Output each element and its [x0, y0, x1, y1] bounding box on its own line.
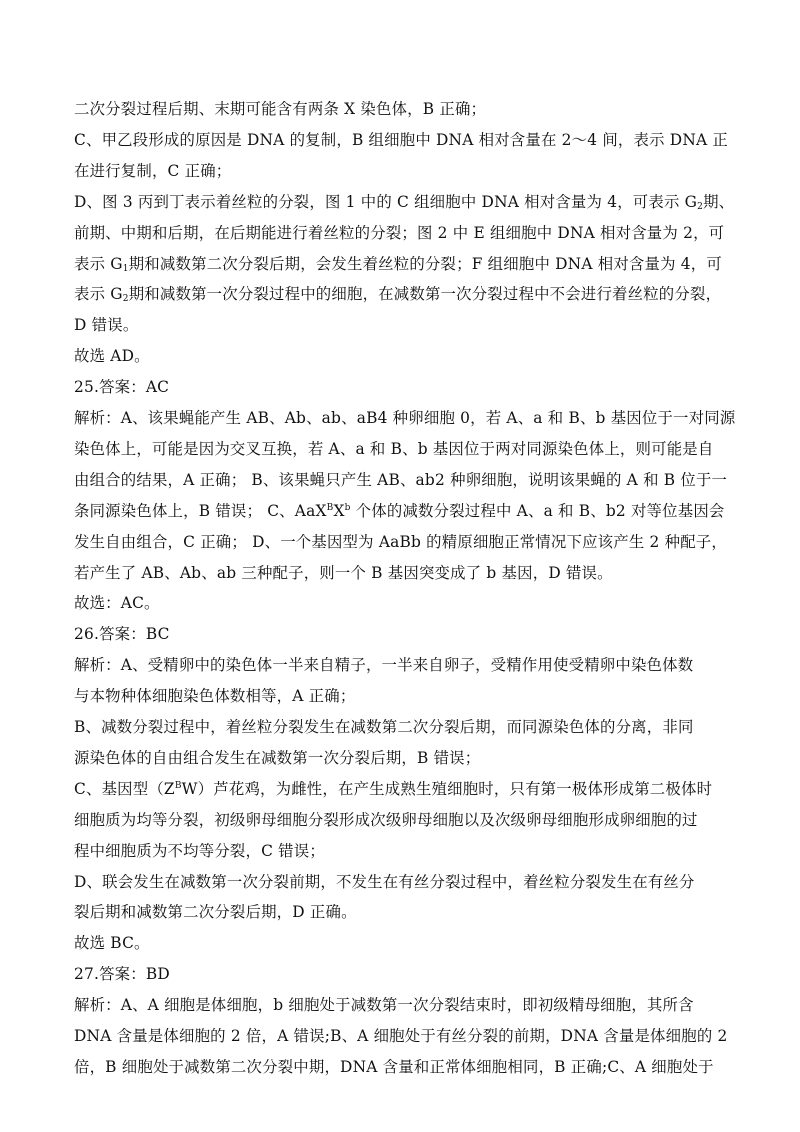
- text-line: [74, 748, 734, 768]
- text-line: [74, 315, 734, 335]
- text-line: [74, 254, 734, 274]
- text-line: [74, 439, 734, 459]
- text-run: C、基因型（Z: [74, 779, 175, 798]
- text-run: 条同源染色体上，B 错误； C、AaX: [74, 501, 327, 520]
- text-run: 倍，B 细胞处于减数第二次分裂中期，DNA 含量和正常体细胞相同，B 正确;C、A 细胞处于: [74, 1057, 714, 1076]
- text-run: 解析：A、该果蝇能产生 AB、Ab、ab、aB4 种卵细胞 0，若 A、a 和 B、b 基因位于一对同源: [74, 409, 736, 427]
- text-run: C、甲乙段形成的原因是 DNA 的复制，B 组细胞中 DNA 相对含量在 2～4 间，表示 DNA 正: [74, 130, 728, 149]
- text-line: [74, 686, 734, 706]
- text-run: 与本物种体细胞染色体数相等，A 正确；: [74, 687, 356, 706]
- text-line: [74, 284, 734, 304]
- subscript: 1: [122, 263, 129, 274]
- text-run: 期、: [703, 192, 735, 211]
- text-run: 解析：A、受精卵中的染色体一半来自精子，一半来自卵子，受精作用使受精卵中染色体数: [74, 656, 694, 675]
- text-run: 表示 G: [74, 254, 123, 273]
- text-line: [74, 99, 734, 119]
- text-run: 细胞质为均等分裂，初级卵母细胞分裂形成次级卵母细胞以及次级卵母细胞形成卵细胞的过: [74, 810, 698, 829]
- text-run: 若产生了 AB、Ab、ab 三种配子，则一个 B 基因突变成了 b 基因，D 错误。: [74, 563, 613, 582]
- superscript: B: [174, 780, 182, 791]
- text-run: 个体的减数分裂过程中 A、a 和 B、b2 对等位基因会: [350, 501, 725, 520]
- text-run: 染色体上，可能是因为交叉互换，若 A、a 和 B、b 基因位于两对同源染色体上，则可能是自: [74, 439, 714, 458]
- text-run: 解析：A、A 细胞是体细胞，b 细胞处于减数第一次分裂结束时，即初级精母细胞，其所含: [74, 996, 694, 1015]
- text-run: 26.答案：BC: [74, 625, 170, 644]
- text-line: [74, 933, 734, 953]
- text-run: D、联会发生在减数第一次分裂前期，不发生在有丝分裂过程中，着丝粒分裂发生在有丝分: [74, 872, 695, 891]
- subscript: 2: [697, 201, 704, 212]
- text-line: [74, 779, 734, 799]
- text-run: 二次分裂过程后期、末期可能含有两条 X 染色体，B 正确；: [74, 100, 487, 118]
- text-run: 故选 AD。: [74, 347, 150, 366]
- text-line: [74, 192, 734, 212]
- text-run: 前期、中期和后期，在后期能进行着丝粒的分裂；图 2 中 E 组细胞中 DNA 相对含量为 2，可: [74, 223, 725, 242]
- text-run: DNA 含量是体细胞的 2 倍，A 错误;B、A 细胞处于有丝分裂的前期，DNA 含量是体细胞的 2: [74, 1027, 728, 1045]
- text-line: [74, 130, 734, 150]
- subscript: 2: [122, 294, 129, 305]
- text-line: [74, 841, 734, 861]
- text-run: 发生自由组合，C 正确； D、一个基因型为 AaBb 的精原细胞正常情况下应该产生 2 种配子，: [74, 532, 727, 551]
- text-line: [74, 501, 734, 521]
- text-line: [74, 593, 734, 613]
- text-line: [74, 995, 734, 1015]
- text-run: 27.答案：BD: [74, 965, 170, 984]
- text-line: [74, 810, 734, 830]
- text-run: 源染色体的自由组合发生在减数第一次分裂后期，B 错误；: [74, 748, 481, 767]
- text-line: [74, 377, 734, 397]
- text-line: [74, 408, 734, 428]
- text-run: 表示 G: [74, 285, 123, 304]
- text-run: 在进行复制，C 正确；: [74, 161, 232, 180]
- text-run: 期和减数第一次分裂过程中的细胞，在减数第一次分裂过程中不会进行着丝粒的分裂，: [128, 285, 722, 304]
- text-run: 程中细胞质为不均等分裂，C 错误；: [74, 841, 325, 860]
- text-line: [74, 1026, 734, 1046]
- text-line: [74, 563, 734, 583]
- text-run: 裂后期和减数第二次分裂后期，D 正确。: [74, 903, 357, 922]
- text-line: [74, 624, 734, 644]
- text-run: X: [333, 501, 345, 520]
- text-run: W）芦花鸡，为雌性，在产生成熟生殖细胞时，只有第一极体形成第二极体时: [181, 779, 713, 798]
- text-run: 期和减数第二次分裂后期，会发生着丝粒的分裂；F 组细胞中 DNA 相对含量为 4，可: [128, 254, 722, 273]
- text-run: 由组合的结果，A 正确； B、该果蝇只产生 AB、ab2 种卵细胞，说明该果蝇的 A 和 B 位于一: [74, 470, 728, 489]
- text-run: 故选：AC。: [74, 594, 160, 613]
- text-line: [74, 346, 734, 366]
- text-run: B、减数分裂过程中，着丝粒分裂发生在减数第二次分裂后期，而同源染色体的分离，非同: [74, 718, 694, 736]
- text-run: 25.答案：AC: [74, 378, 170, 397]
- text-line: [74, 655, 734, 675]
- text-line: [74, 470, 734, 490]
- text-line: [74, 717, 734, 737]
- text-line: [74, 532, 734, 552]
- text-run: 故选 BC。: [74, 934, 150, 953]
- superscript: b: [344, 502, 351, 513]
- text-line: [74, 223, 734, 243]
- text-line: [74, 964, 734, 984]
- text-line: [74, 902, 734, 922]
- text-line: [74, 872, 734, 892]
- text-line: [74, 1057, 734, 1077]
- text-run: D 错误。: [74, 316, 139, 335]
- text-line: [74, 161, 734, 181]
- superscript: B: [326, 502, 334, 513]
- text-run: D、图 3 丙到丁表示着丝粒的分裂，图 1 中的 C 组细胞中 DNA 相对含量为 4，可表示 G: [74, 192, 698, 211]
